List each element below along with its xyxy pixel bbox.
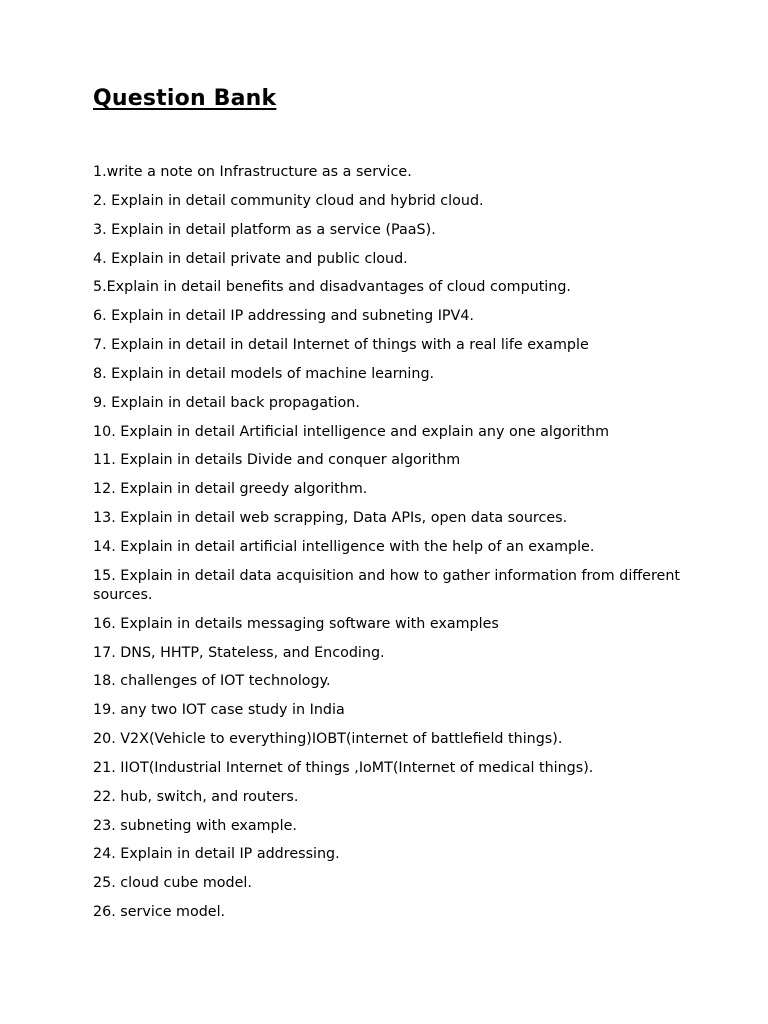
question-item: 19. any two IOT case study in India [93, 702, 345, 719]
question-item: 2. Explain in detail community cloud and hybrid cloud. [93, 192, 484, 209]
question-item: 12. Explain in detail greedy algorithm. [93, 481, 368, 498]
question-item: 14. Explain in detail artificial intelligence with the help of an example. [93, 538, 595, 555]
question-item: 10. Explain in detail Artificial intelligence and explain any one algorithm [93, 423, 610, 440]
question-item: 18. challenges of IOT technology. [93, 673, 331, 690]
question-item: 20. V2X(Vehicle to everything)IOBT(internet of battlefield things). [93, 731, 563, 748]
question-item: 25. cloud cube model. [93, 875, 252, 892]
question-item: 6. Explain in detail IP addressing and subneting IPV4. [93, 308, 474, 325]
question-item: 23. subneting with example. [93, 817, 297, 834]
question-item: 9. Explain in detail back propagation. [93, 394, 360, 411]
page-title: Question Bank [93, 86, 277, 111]
question-item: 17. DNS, HHTP, Stateless, and Encoding. [93, 644, 385, 661]
question-item: 16. Explain in details messaging software with examples [93, 615, 499, 632]
question-item: 24. Explain in detail IP addressing. [93, 846, 340, 863]
question-item: 26. service model. [93, 904, 226, 921]
question-item: 11. Explain in details Divide and conquer algorithm [93, 452, 461, 469]
question-item: 5.Explain in detail benefits and disadvantages of cloud computing. [93, 279, 571, 296]
question-item: 8. Explain in detail models of machine learning. [93, 365, 435, 382]
question-item: 15. Explain in detail data acquisition and how to gather information from different sources. [93, 567, 680, 603]
question-item: 4. Explain in detail private and public cloud. [93, 250, 408, 267]
question-item: 22. hub, switch, and routers. [93, 788, 299, 805]
question-list [93, 163, 693, 932]
question-item: 3. Explain in detail platform as a service (PaaS). [93, 221, 436, 238]
question-item: 13. Explain in detail web scrapping, Data APIs, open data sources. [93, 510, 568, 527]
question-item: 7. Explain in detail in detail Internet of things with a real life example [93, 337, 589, 354]
question-item: 21. IIOT(Industrial Internet of things ,IoMT(Internet of medical things). [93, 759, 594, 776]
question-item: 1.write a note on Infrastructure as a service. [93, 164, 412, 180]
